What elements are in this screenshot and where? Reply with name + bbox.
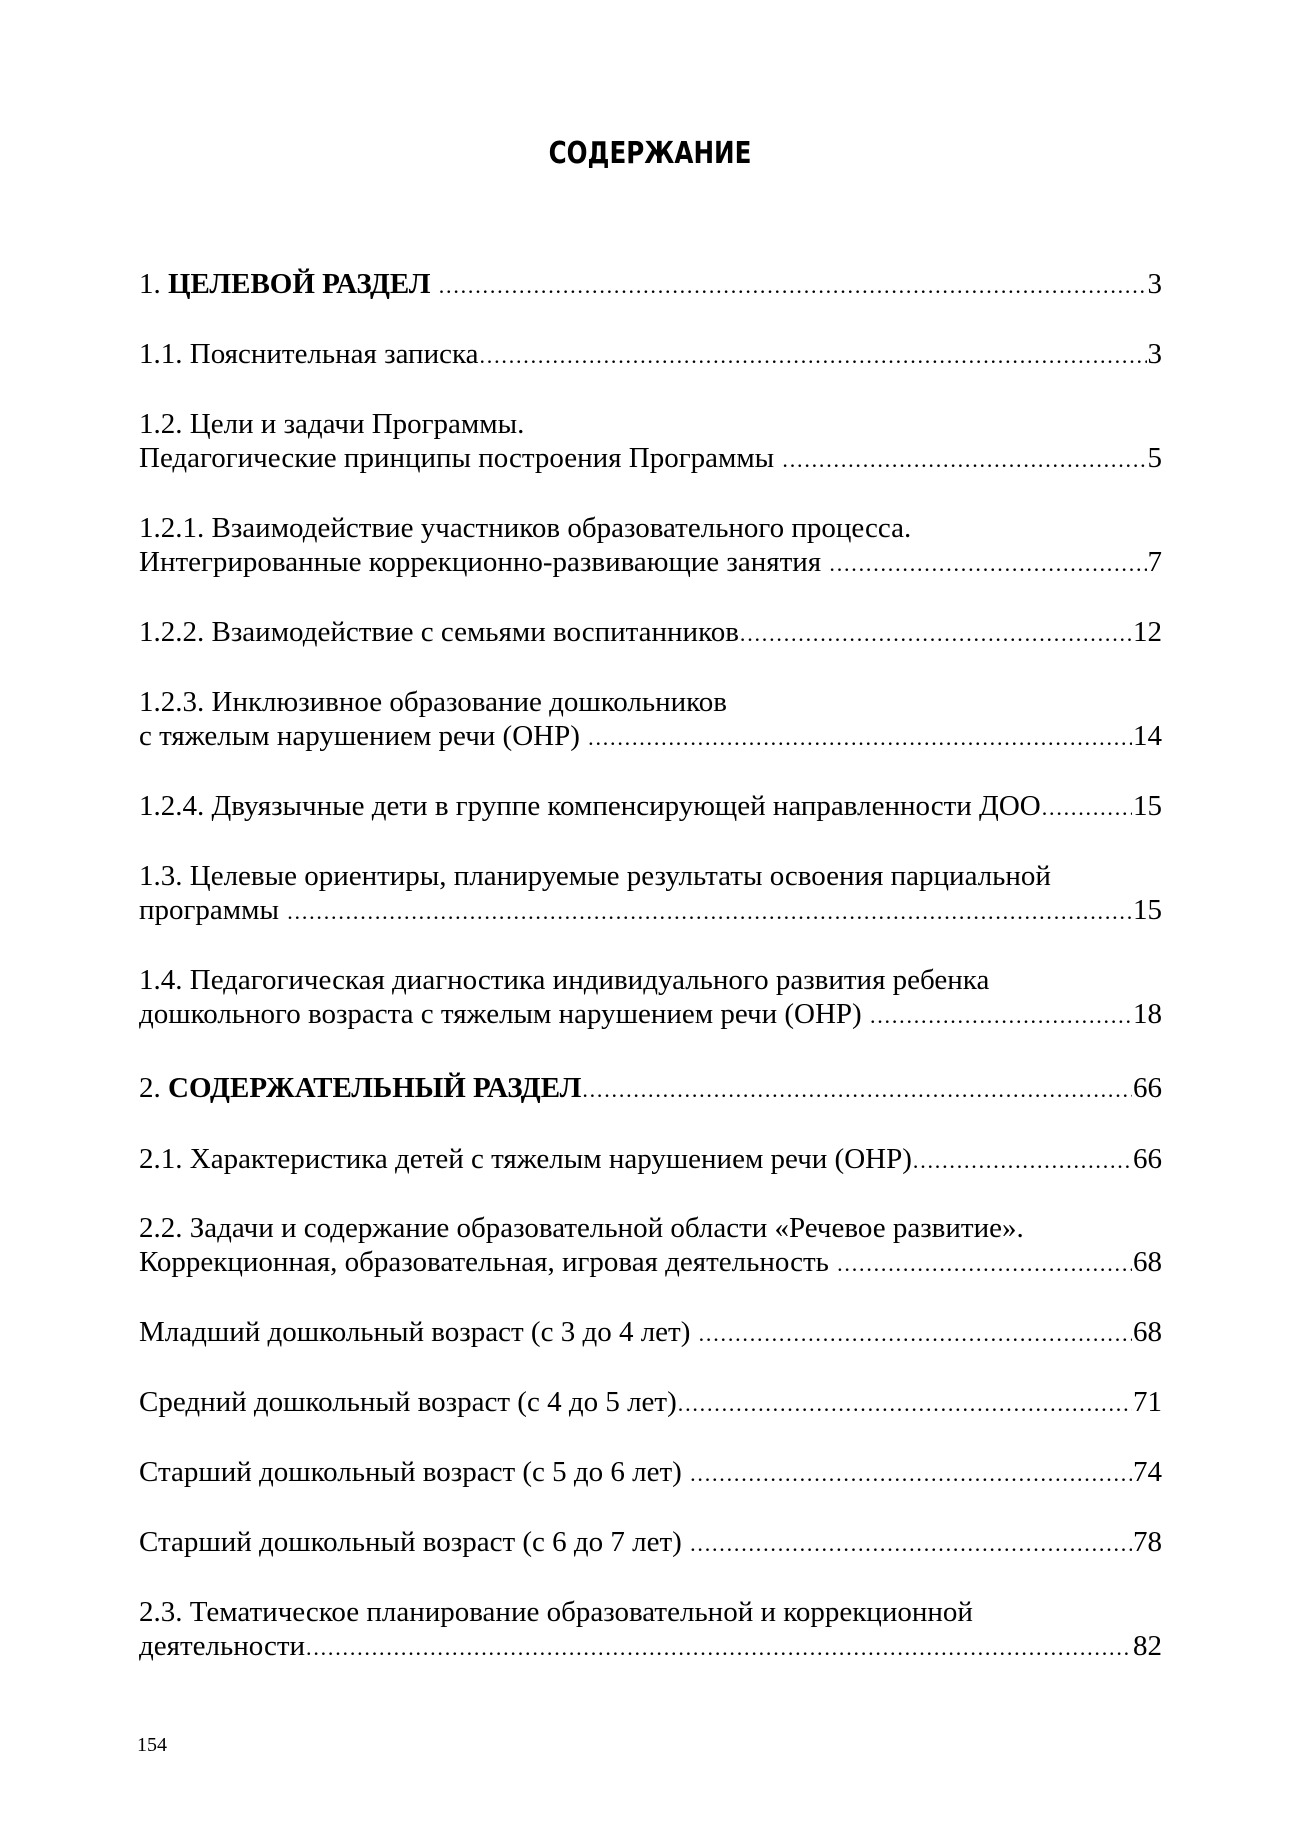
- toc-entry[interactable]: [139, 337, 1162, 371]
- toc-entry-text: Интегрированные коррекционно-развивающие занятия: [139, 546, 829, 578]
- toc-entry-line: [139, 1385, 1162, 1419]
- toc-entry-text: 1.2.3. Инклюзивное образование дошкольников: [139, 686, 727, 718]
- toc-entry-line: [139, 1245, 1162, 1279]
- toc-entry-text: 1.2.2. Взаимодействие с семьями воспитанников: [139, 616, 739, 648]
- toc-entry[interactable]: [139, 685, 1162, 753]
- toc-entry[interactable]: [139, 1142, 1162, 1176]
- toc-page-number: 68: [1133, 1246, 1162, 1278]
- page-title: СОДЕРЖАНИЕ: [548, 136, 752, 171]
- dot-leader: [480, 339, 1147, 373]
- dot-leader: [740, 617, 1132, 651]
- toc-entry-text: 1.3. Целевые ориентиры, планируемые результаты освоения парциальной: [139, 860, 1051, 892]
- toc-entry-line: [139, 267, 1162, 301]
- toc-page-number: 18: [1133, 998, 1162, 1030]
- toc-entry-text: Старший дошкольный возраст (с 6 до 7 лет): [139, 1526, 690, 1558]
- dot-leader: [306, 1631, 1132, 1665]
- toc-entry-text: Коррекционная, образовательная, игровая деятельность: [139, 1246, 837, 1278]
- toc-entry-line: [139, 407, 1162, 441]
- toc-entry-line: [139, 997, 1162, 1031]
- toc-entry-line: [139, 615, 1162, 649]
- toc-entry-text: 1.1. Пояснительная записка: [139, 338, 479, 370]
- toc-page-number: 78: [1133, 1526, 1162, 1558]
- toc-entry-text: 2.2. Задачи и содержание образовательной области «Речевое развитие».: [139, 1212, 1024, 1244]
- toc-entry-line: [139, 963, 1162, 997]
- toc-entry-line: [139, 1525, 1162, 1559]
- section-number: 2.: [139, 1072, 168, 1104]
- toc-entry-line: [139, 1142, 1162, 1176]
- toc-page-number: 12: [1133, 616, 1162, 648]
- toc-entry-line: [139, 545, 1162, 579]
- toc-entry-text: [139, 267, 438, 301]
- toc-entry-text: 1.2.1. Взаимодействие участников образовательного процесса.: [139, 512, 912, 544]
- toc-page-number: 66: [1133, 1143, 1162, 1175]
- toc-entry-line: [139, 1315, 1162, 1349]
- toc-page-number: 82: [1133, 1630, 1162, 1662]
- toc-entry-line: [139, 337, 1162, 371]
- toc-entry[interactable]: [139, 859, 1162, 927]
- dot-leader: [439, 269, 1147, 303]
- toc-entry[interactable]: [139, 1525, 1162, 1559]
- dot-leader: [690, 1457, 1132, 1491]
- toc-entry-line: [139, 511, 1162, 545]
- dot-leader: [837, 1247, 1132, 1281]
- toc-entry-line: [139, 1629, 1162, 1663]
- dot-leader: [829, 547, 1146, 581]
- toc-entry-text: Старший дошкольный возраст (с 5 до 6 лет): [139, 1456, 690, 1488]
- toc-page-number: 15: [1133, 790, 1162, 822]
- toc-entry[interactable]: [139, 1315, 1162, 1349]
- toc-page-number: 66: [1133, 1072, 1162, 1104]
- toc-entry[interactable]: [139, 1595, 1162, 1663]
- toc-entry[interactable]: [139, 963, 1162, 1031]
- toc-entry-text: дошкольного возраста с тяжелым нарушением речи (ОНР): [139, 998, 869, 1030]
- dot-leader: [782, 443, 1146, 477]
- toc-page-number: 5: [1147, 442, 1162, 474]
- dot-leader: [582, 1073, 1132, 1107]
- dot-leader: [588, 721, 1132, 755]
- toc-entry-line: [139, 1211, 1162, 1245]
- toc-entry-text: 2.1. Характеристика детей с тяжелым нарушением речи (ОНР): [139, 1143, 912, 1175]
- toc-entry-line: [139, 719, 1162, 753]
- toc-entry-line: [139, 789, 1162, 823]
- toc-entry-line: [139, 1455, 1162, 1489]
- section-heading: ЦЕЛЕВОЙ РАЗДЕЛ: [168, 268, 431, 300]
- toc-page-number: 3: [1147, 268, 1162, 300]
- toc-page-number: 71: [1133, 1386, 1162, 1418]
- toc-entry-text: 1.2. Цели и задачи Программы.: [139, 408, 525, 440]
- dot-leader: [699, 1317, 1132, 1351]
- toc-entry[interactable]: [139, 615, 1162, 649]
- toc-entry[interactable]: [139, 1211, 1162, 1279]
- toc-entry-line: [139, 859, 1162, 893]
- toc-entry-text-tail: [430, 268, 437, 300]
- toc-entry-text: Младший дошкольный возраст (с 3 до 4 лет): [139, 1316, 698, 1348]
- toc-entry-text: Педагогические принципы построения Программы: [139, 442, 782, 474]
- toc-page-number: 74: [1133, 1456, 1162, 1488]
- toc-page-number: 15: [1133, 894, 1162, 926]
- toc-entry[interactable]: [139, 511, 1162, 579]
- toc-entry[interactable]: [139, 407, 1162, 475]
- toc-entry-line: [139, 685, 1162, 719]
- toc-entry-line: [139, 1071, 1162, 1105]
- toc-entry[interactable]: [139, 789, 1162, 823]
- toc-entry[interactable]: [139, 1071, 1162, 1105]
- dot-leader: [287, 895, 1132, 929]
- toc-page-number: 3: [1147, 338, 1162, 370]
- toc-entry-text: 1.4. Педагогическая диагностика индивидуального развития ребенка: [139, 964, 990, 996]
- toc-entry-text: Средний дошкольный возраст (с 4 до 5 лет): [139, 1386, 677, 1418]
- toc-page-number: 7: [1147, 546, 1162, 578]
- dot-leader: [1042, 791, 1132, 825]
- toc-entry-text: деятельности: [139, 1630, 306, 1662]
- toc-entry-line: [139, 893, 1162, 927]
- dot-leader: [913, 1144, 1132, 1178]
- toc-page-number: 14: [1133, 720, 1162, 752]
- toc-entry-text: программы: [139, 894, 287, 926]
- toc-entry[interactable]: [139, 267, 1162, 301]
- dot-leader: [870, 999, 1132, 1033]
- toc-entry-text: с тяжелым нарушением речи (ОНР): [139, 720, 588, 752]
- toc-entry[interactable]: [139, 1385, 1162, 1419]
- toc-entry-line: [139, 1595, 1162, 1629]
- toc-entry-line: [139, 441, 1162, 475]
- toc-entry-text: [139, 1071, 581, 1105]
- section-number: 1.: [139, 268, 168, 300]
- page-number: 154: [137, 1734, 167, 1756]
- toc-entry-text: 2.3. Тематическое планирование образовательной и коррекционной: [139, 1596, 973, 1628]
- section-heading: СОДЕРЖАТЕЛЬНЫЙ РАЗДЕЛ: [168, 1072, 582, 1104]
- dot-leader: [690, 1527, 1132, 1561]
- toc-entry[interactable]: [139, 1455, 1162, 1489]
- toc-entry-text: 1.2.4. Двуязычные дети в группе компенсирующей направленности ДОО: [139, 790, 1041, 822]
- dot-leader: [678, 1387, 1132, 1421]
- toc-page-number: 68: [1133, 1316, 1162, 1348]
